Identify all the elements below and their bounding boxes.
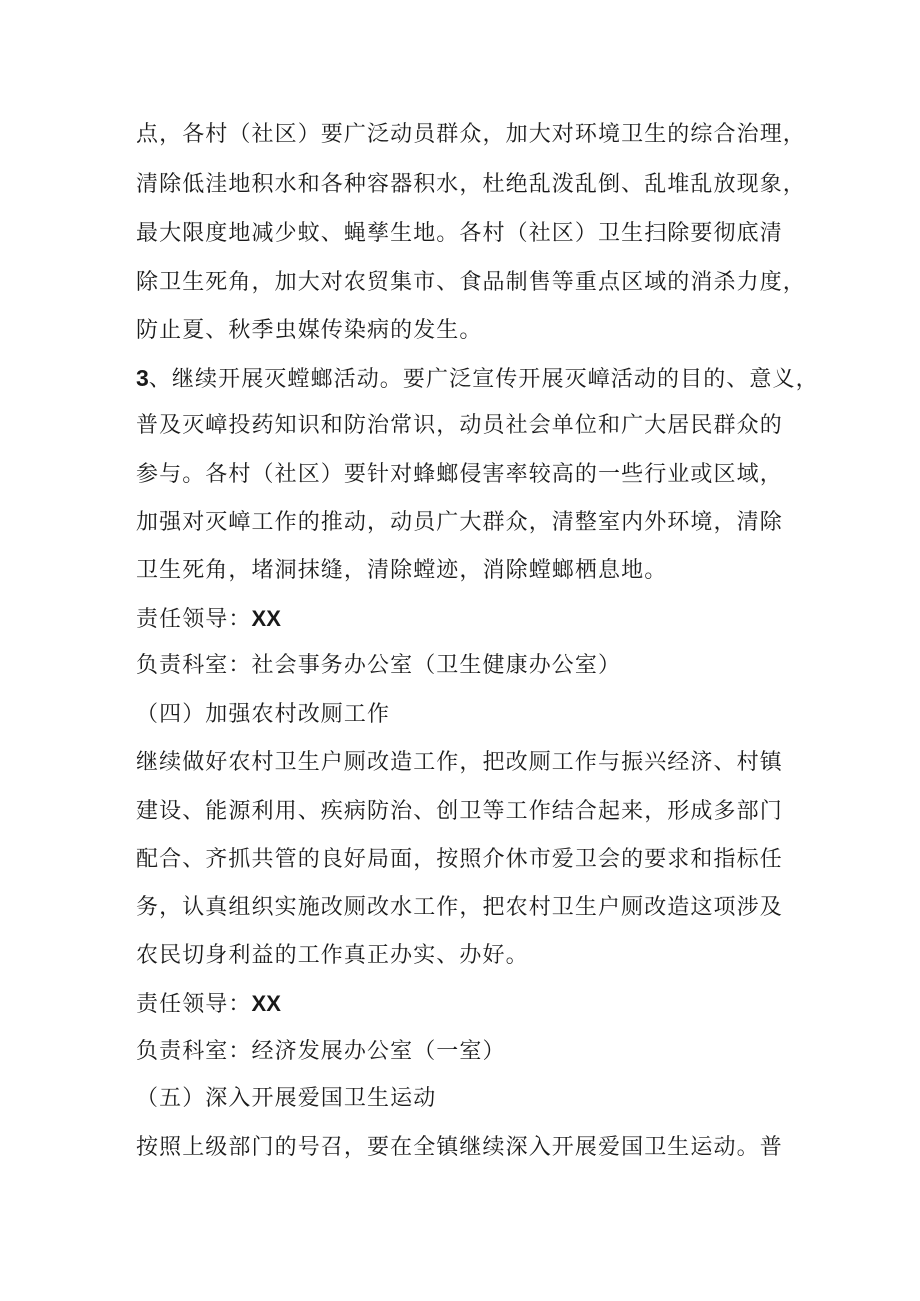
item-3-text: 、继续开展灭螳螂活动。要广泛宣传开展灭嶂活动的目的、意义，	[148, 367, 819, 392]
paragraph-line: 农民切身利益的工作真正办实、办好。	[136, 943, 529, 968]
leader-label: 责任领导：	[136, 992, 252, 1017]
paragraph-line: 务，认真组织实施改厕改水工作，把农村卫生户厕改造这项涉及	[136, 895, 783, 920]
responsible-leader-line	[136, 989, 281, 1020]
leader-name: XX	[251, 991, 281, 1016]
paragraph-line: 清除低洼地积水和各种容器积水，杜绝乱泼乱倒、乱堆乱放现象，	[136, 172, 806, 197]
responsible-office-line: 负责科室：社会事务办公室（卫生健康办公室）	[136, 653, 622, 678]
paragraph-line: 参与。各村（社区）要针对蜂螂侵害率较高的一些行业或区域，	[136, 462, 783, 487]
paragraph-line: 防止夏、秋季虫媒传染病的发生。	[136, 318, 483, 343]
responsible-office-line: 负责科室：经济发展办公室（一室）	[136, 1039, 506, 1064]
paragraph-line: 卫生死角，堵洞抹缝，清除螳迹，消除螳螂栖息地。	[136, 558, 668, 583]
paragraph-line: 继续做好农村卫生户厕改造工作，把改厕工作与振兴经济、村镇	[136, 750, 783, 775]
responsible-leader-line	[136, 604, 281, 635]
item-number: 3	[136, 365, 149, 391]
paragraph-line: 最大限度地减少蚊、蝇孳生地。各村（社区）卫生扫除要彻底清	[136, 221, 783, 246]
paragraph-line: 建设、能源利用、疾病防治、创卫等工作结合起来，形成多部门	[136, 799, 783, 824]
leader-name: XX	[251, 606, 281, 631]
paragraph-line: 配合、齐抓共管的良好局面，按照介休市爱卫会的要求和指标任	[136, 847, 783, 872]
paragraph-line: 普及灭嶂投药知识和防治常识，动员社会单位和广大居民群众的	[136, 413, 783, 438]
paragraph-line: 除卫生死角，加大对农贸集市、食品制售等重点区域的消杀力度，	[136, 270, 806, 295]
section-heading: （五）深入开展爱国卫生运动	[136, 1086, 437, 1111]
item-3-first-line	[136, 363, 819, 395]
paragraph-line: 点，各村（社区）要广泛动员群众，加大对环境卫生的综合治理，	[136, 122, 806, 147]
section-heading: （四）加强农村改厕工作	[136, 702, 391, 727]
paragraph-line: 按照上级部门的号召，要在全镇继续深入开展爱国卫生运动。普	[136, 1135, 783, 1160]
leader-label: 责任领导：	[136, 607, 252, 632]
paragraph-line: 加强对灭嶂工作的推动，动员广大群众，清整室内外环境，清除	[136, 510, 783, 535]
